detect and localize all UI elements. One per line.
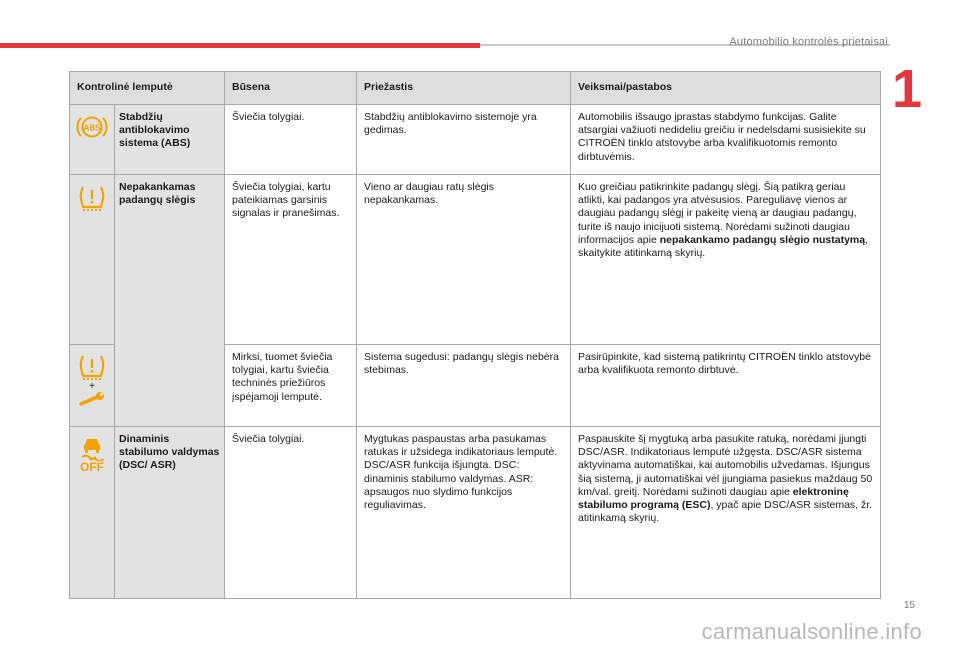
col-header-actions: Veiksmai/pastabos xyxy=(571,72,881,105)
plus-sign: + xyxy=(89,381,95,392)
cause-cell: Mygtukas paspaustas arba pasukamas ratukas ir užsidega indikatoriaus lemputė. DSC/ASR funkcija išjungta. DSC: dinaminis stabilumo valdymas. ASR: apsaugos nuo slydimo funkcijos reguliavimas. xyxy=(357,427,571,599)
dsc-off-icon xyxy=(77,435,107,461)
action-cell xyxy=(571,175,881,345)
header-accent-bar xyxy=(0,43,480,48)
action-text: Paspauskite šį mygtuką arba pasukite ratuką, norėdami įjungti DSC/ASR. Indikatoriaus lemputė užgęsta. DSC/ASR sistema aktyvinama automatiškai, kai automobilis užvedamas. Išjungus šią sistemą, ji automatiškai vėl įjungiama pasiekus maždaug 50 km/val. greitį. Norėdami sužinoti daugiau apie xyxy=(578,433,873,498)
light-name: Nepakankamas padangų slėgis xyxy=(115,175,225,427)
action-link-text: nepakankamo padangų slėgio nustatymą xyxy=(659,233,866,246)
col-header-light: Kontrolinė lemputė xyxy=(70,72,225,105)
table-row xyxy=(70,427,881,599)
off-label: OFF xyxy=(80,460,104,474)
state-cell: Šviečia tolygiai, kartu pateikiamas garsinis signalas ir pranešimas. xyxy=(225,175,357,345)
svg-text:ABS: ABS xyxy=(83,123,101,133)
action-link-text: elektroninę stabilumo programą (ESC) xyxy=(578,485,849,512)
page-number: 15 xyxy=(903,600,915,611)
light-name: Stabdžių antiblokavimo sistema (ABS) xyxy=(115,105,225,175)
table-row xyxy=(70,105,881,175)
light-name: Dinaminis stabilumo valdymas (DSC/ ASR) xyxy=(115,427,225,599)
cause-cell: Stabdžių antiblokavimo sistemoje yra gedimas. xyxy=(357,105,571,175)
state-cell: Šviečia tolygiai. xyxy=(225,427,357,599)
action-cell: Pasirūpinkite, kad sistemą patikrintų CITROËN tinklo atstovybė arba kvalifikuota remonto dirbtuvė. xyxy=(571,345,881,427)
cause-cell: Sistema sugedusi: padangų slėgis nebėra stebimas. xyxy=(357,345,571,427)
icon-cell xyxy=(70,105,115,175)
state-cell: Mirksi, tuomet šviečia tolygiai, kartu šviečia techninės priežiūros įspėjamoji lemputė. xyxy=(225,345,357,427)
cause-cell: Vieno ar daugiau ratų slėgis nepakankamas. xyxy=(357,175,571,345)
col-header-state: Būsena xyxy=(225,72,357,105)
abs-warning-icon xyxy=(75,113,109,141)
col-header-cause: Priežastis xyxy=(357,72,571,105)
icon-cell xyxy=(70,345,115,427)
warning-lights-table xyxy=(69,71,881,599)
state-cell: Šviečia tolygiai. xyxy=(225,105,357,175)
tyre-pressure-service-icon xyxy=(77,353,107,381)
tyre-pressure-icon xyxy=(77,183,107,213)
action-text: , ypač apie DSC/ASR sistemas, žr. atitinkamą skyrių. xyxy=(578,499,873,525)
wrench-icon xyxy=(77,392,107,408)
section-title: Automobilio kontrolės prietaisai xyxy=(729,36,888,48)
action-cell xyxy=(571,427,881,599)
table-row xyxy=(70,175,881,345)
action-text: , skaitykite atitinkamą skyrių. xyxy=(578,233,869,260)
icon-cell xyxy=(70,427,115,599)
action-cell: Automobilis išsaugo įprastas stabdymo funkcijas. Galite atsargiai važiuoti nedideliu greičiu ir nedelsdami susisiekite su CITROËN tinklo atstovybe arba kvalifikuotomis remonto dirbtuvėmis. xyxy=(571,105,881,175)
watermark: carmanualsonline.info xyxy=(701,619,922,644)
chapter-number: 1 xyxy=(891,59,922,119)
icon-cell xyxy=(70,175,115,345)
action-text: Kuo greičiau patikrinkite padangų slėgį. Šią patikrą geriau atlikti, kai padangos yra atvėsusios. Pareguliavę vienos ar daugiau padangų slėgį ir pakeitę vieną ar daugiau padangų, turite iš naujo inicijuoti sistemą. Norėdami sužinoti daugiau informacijos apie xyxy=(578,181,857,246)
table-header-row xyxy=(70,72,881,105)
